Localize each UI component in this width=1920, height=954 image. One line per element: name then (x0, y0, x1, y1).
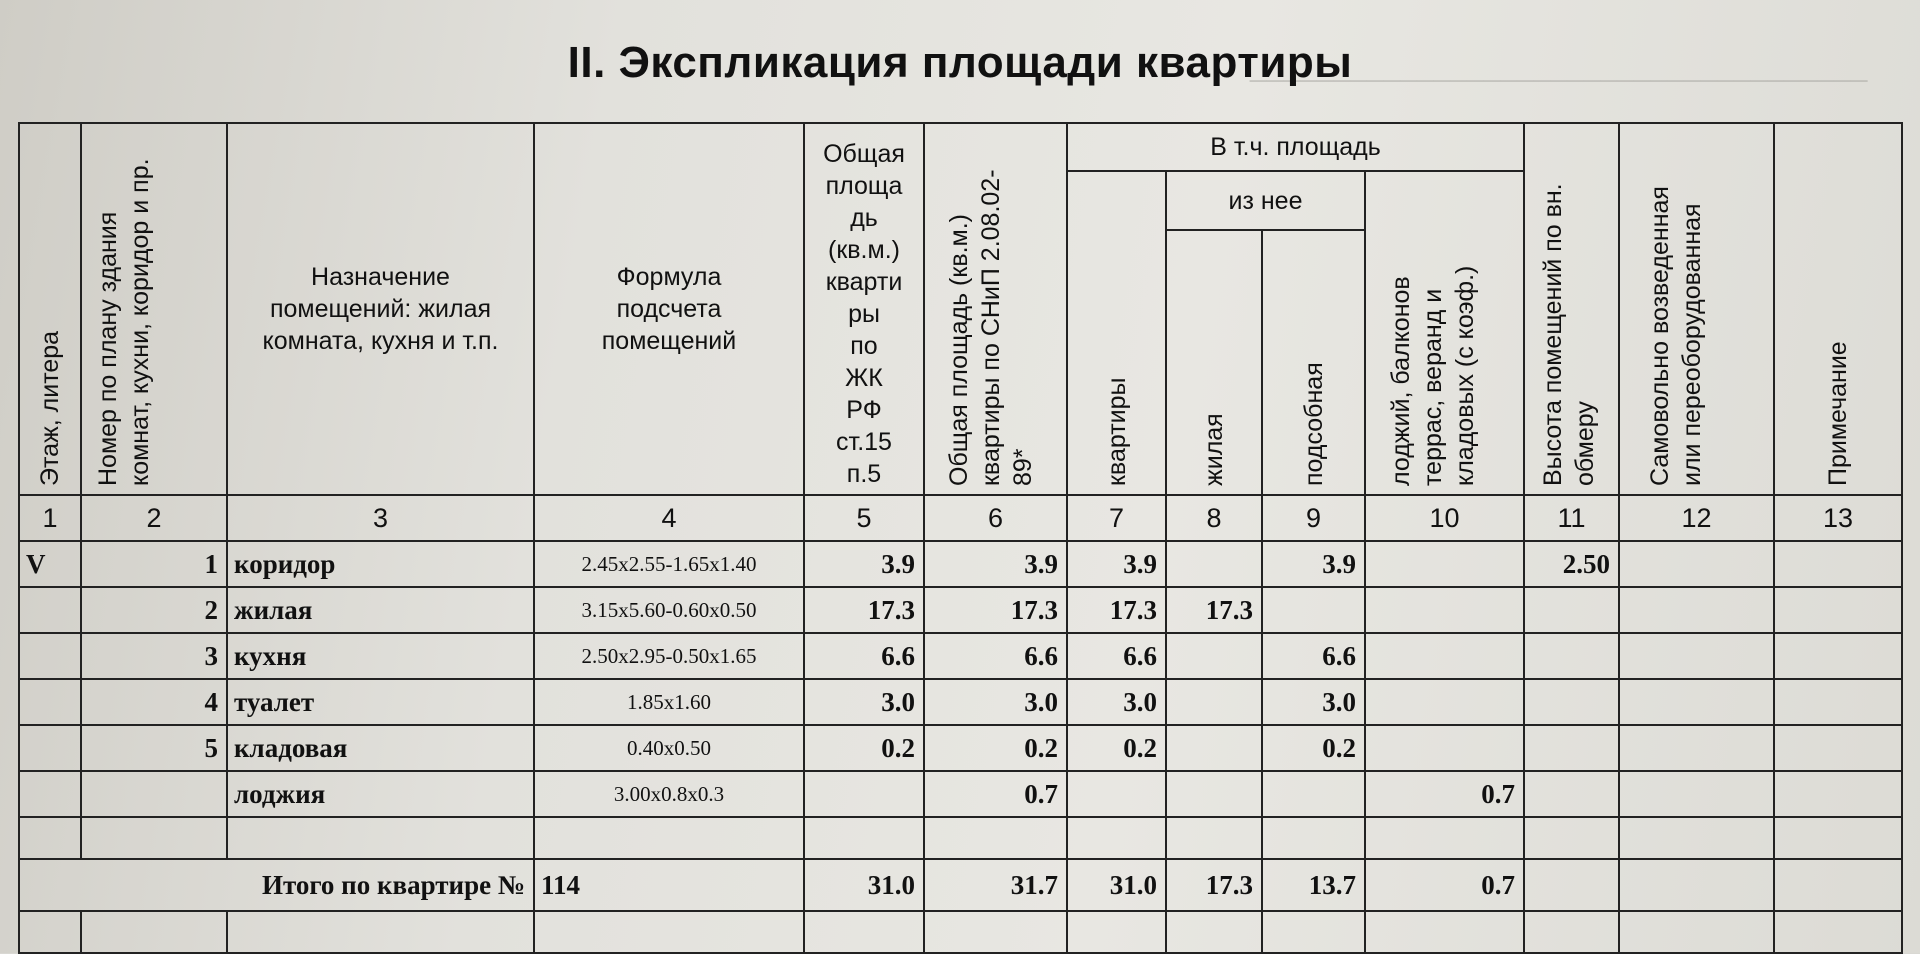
header-apartment-label: квартиры (1102, 377, 1131, 486)
cell-note (1774, 771, 1902, 817)
cell-living-area (1166, 771, 1262, 817)
empty-cell (804, 911, 924, 953)
apartment-number: 114 (534, 859, 804, 911)
cell-formula: 2.50x2.95-0.50x1.65 (534, 633, 804, 679)
header-room-number-label: Номер по плану здания комнат, кухни, коридор и пр. (93, 158, 154, 486)
cell-living-area: 17.3 (1166, 587, 1262, 633)
empty-cell (924, 817, 1067, 859)
totals-row (19, 859, 1902, 911)
cell-note (1774, 679, 1902, 725)
cell-formula: 0.40x0.50 (534, 725, 804, 771)
cell-height: 2.50 (1524, 541, 1619, 587)
header-loggia-label: лоджий, балконов террас, веранд и кладовых (с коэф.) (1386, 265, 1479, 486)
cell-room-name: жилая (227, 587, 534, 633)
cell-height (1524, 725, 1619, 771)
page-title: II. Экспликация площади квартиры (567, 38, 1353, 87)
cell-loggia-area (1365, 633, 1524, 679)
empty-cell (1262, 817, 1365, 859)
cell-auxiliary-area (1262, 587, 1365, 633)
totals-note (1774, 859, 1902, 911)
totals-height (1524, 859, 1619, 911)
column-number: 8 (1166, 495, 1262, 541)
header-of-which-label: из нее (1228, 186, 1303, 215)
empty-cell (227, 911, 534, 953)
header-living-label: жилая (1200, 413, 1228, 486)
header-living (1166, 230, 1262, 495)
empty-cell (1166, 911, 1262, 953)
cell-floor (19, 587, 81, 633)
empty-cell (1774, 817, 1902, 859)
cell-formula: 3.00x0.8x0.3 (534, 771, 804, 817)
cell-height (1524, 679, 1619, 725)
show-through-text: _____________________________________ (1250, 50, 1868, 83)
totals-label: Итого по квартире № (19, 859, 534, 911)
header-note (1774, 123, 1902, 495)
header-height-label: Высота помещений по вн. обмеру (1538, 183, 1599, 486)
cell-loggia-area (1365, 587, 1524, 633)
header-apartment (1067, 171, 1166, 495)
cell-note (1774, 725, 1902, 771)
cell-formula: 1.85x1.60 (534, 679, 804, 725)
cell-living-area (1166, 679, 1262, 725)
header-including-area (1067, 123, 1524, 171)
cell-unauthorized (1619, 633, 1774, 679)
cell-auxiliary-area: 0.2 (1262, 725, 1365, 771)
header-floor-label: Этаж, литера (36, 330, 64, 486)
empty-cell (19, 911, 81, 953)
empty-cell (1619, 817, 1774, 859)
header-total-area-snip-label: Общая площадь (кв.м.) квартиры по СНиП 2.08.02-89* (945, 169, 1037, 486)
cell-snip-area: 0.2 (924, 725, 1067, 771)
header-loggia (1365, 171, 1524, 495)
header-unauthorized (1619, 123, 1774, 495)
column-number: 7 (1067, 495, 1166, 541)
empty-cell (534, 817, 804, 859)
table-row (19, 679, 1902, 725)
cell-loggia-area (1365, 541, 1524, 587)
cell-unauthorized (1619, 541, 1774, 587)
column-number: 11 (1524, 495, 1619, 541)
empty-cell (534, 911, 804, 953)
cell-snip-area: 3.9 (924, 541, 1067, 587)
header-room-number (81, 123, 227, 495)
cell-total-area: 6.6 (804, 633, 924, 679)
empty-cell (1524, 911, 1619, 953)
cell-room-number: 5 (81, 725, 227, 771)
cell-snip-area: 0.7 (924, 771, 1067, 817)
column-number: 6 (924, 495, 1067, 541)
header-of-which (1166, 171, 1365, 230)
totals-apartment-area: 31.0 (1067, 859, 1166, 911)
empty-cell (1067, 817, 1166, 859)
cell-note (1774, 633, 1902, 679)
empty-cell (1166, 817, 1262, 859)
cell-snip-area: 17.3 (924, 587, 1067, 633)
table-row (19, 633, 1902, 679)
cell-note (1774, 541, 1902, 587)
cell-loggia-area: 0.7 (1365, 771, 1524, 817)
totals-auxiliary-area: 13.7 (1262, 859, 1365, 911)
column-number: 1 (19, 495, 81, 541)
cell-height (1524, 771, 1619, 817)
empty-cell (924, 911, 1067, 953)
cell-loggia-area (1365, 679, 1524, 725)
cell-snip-area: 3.0 (924, 679, 1067, 725)
empty-row (19, 817, 1902, 859)
cell-living-area (1166, 725, 1262, 771)
empty-row (19, 911, 1902, 953)
header-total-area-snip (924, 123, 1067, 495)
cell-room-number: 4 (81, 679, 227, 725)
cell-floor (19, 679, 81, 725)
header-purpose (227, 123, 534, 495)
cell-apartment-area: 3.0 (1067, 679, 1166, 725)
cell-total-area: 0.2 (804, 725, 924, 771)
cell-total-area: 17.3 (804, 587, 924, 633)
column-number: 13 (1774, 495, 1902, 541)
cell-unauthorized (1619, 679, 1774, 725)
header-purpose-label: Назначение помещений: жилая комната, кухня и т.п. (262, 263, 499, 355)
cell-apartment-area: 0.2 (1067, 725, 1166, 771)
header-formula (534, 123, 804, 495)
cell-room-number: 3 (81, 633, 227, 679)
empty-cell (1524, 817, 1619, 859)
empty-cell (1365, 911, 1524, 953)
table-row (19, 541, 1902, 587)
cell-room-number: 1 (81, 541, 227, 587)
cell-room-name: кухня (227, 633, 534, 679)
empty-cell (1067, 911, 1166, 953)
column-number: 3 (227, 495, 534, 541)
empty-cell (19, 817, 81, 859)
table-row (19, 771, 1902, 817)
empty-cell (1365, 817, 1524, 859)
cell-total-area: 3.9 (804, 541, 924, 587)
table-row (19, 725, 1902, 771)
header-auxiliary (1262, 230, 1365, 495)
column-number: 4 (534, 495, 804, 541)
cell-floor: V (19, 541, 81, 587)
empty-cell (804, 817, 924, 859)
cell-apartment-area: 3.9 (1067, 541, 1166, 587)
empty-cell (1262, 911, 1365, 953)
cell-unauthorized (1619, 587, 1774, 633)
cell-apartment-area (1067, 771, 1166, 817)
cell-total-area (804, 771, 924, 817)
totals-unauthorized (1619, 859, 1774, 911)
totals-total-area: 31.0 (804, 859, 924, 911)
cell-apartment-area: 6.6 (1067, 633, 1166, 679)
empty-cell (227, 817, 534, 859)
header-auxiliary-label: подсобная (1299, 362, 1328, 486)
cell-room-name: лоджия (227, 771, 534, 817)
cell-room-number (81, 771, 227, 817)
column-number: 9 (1262, 495, 1365, 541)
empty-cell (81, 911, 227, 953)
cell-auxiliary-area: 3.0 (1262, 679, 1365, 725)
cell-floor (19, 771, 81, 817)
cell-auxiliary-area (1262, 771, 1365, 817)
cell-loggia-area (1365, 725, 1524, 771)
header-note-label: Примечание (1824, 341, 1852, 486)
table-row (19, 587, 1902, 633)
cell-room-name: кладовая (227, 725, 534, 771)
column-number: 12 (1619, 495, 1774, 541)
cell-living-area (1166, 541, 1262, 587)
column-number: 2 (81, 495, 227, 541)
explication-table (18, 122, 1903, 954)
empty-cell (81, 817, 227, 859)
cell-apartment-area: 17.3 (1067, 587, 1166, 633)
header-height (1524, 123, 1619, 495)
cell-floor (19, 725, 81, 771)
cell-note (1774, 587, 1902, 633)
totals-loggia-area: 0.7 (1365, 859, 1524, 911)
totals-living-area: 17.3 (1166, 859, 1262, 911)
cell-room-number: 2 (81, 587, 227, 633)
cell-room-name: туалет (227, 679, 534, 725)
cell-floor (19, 633, 81, 679)
cell-height (1524, 587, 1619, 633)
cell-living-area (1166, 633, 1262, 679)
header-total-area (804, 123, 924, 495)
cell-formula: 2.45x2.55-1.65x1.40 (534, 541, 804, 587)
totals-snip-area: 31.7 (924, 859, 1067, 911)
column-numbers-row (19, 495, 1902, 541)
cell-total-area: 3.0 (804, 679, 924, 725)
cell-unauthorized (1619, 771, 1774, 817)
cell-snip-area: 6.6 (924, 633, 1067, 679)
empty-cell (1619, 911, 1774, 953)
column-number: 10 (1365, 495, 1524, 541)
cell-unauthorized (1619, 725, 1774, 771)
header-including-area-label: В т.ч. площадь (1210, 133, 1381, 161)
cell-formula: 3.15x5.60-0.60x0.50 (534, 587, 804, 633)
header-unauthorized-label: Самовольно возведенная или переоборудованная (1646, 186, 1706, 486)
header-formula-label: Формула подсчета помещений (601, 263, 737, 355)
column-number: 5 (804, 495, 924, 541)
empty-cell (1774, 911, 1902, 953)
show-through-text: _________________________________ (1240, 92, 1791, 125)
cell-room-name: коридор (227, 541, 534, 587)
header-row-1 (19, 123, 1902, 171)
header-floor (19, 123, 81, 495)
header-total-area-label: Общая площа дь (кв.м.) кварти ры по ЖК РФ ст.15 п.5 (823, 140, 905, 488)
cell-auxiliary-area: 3.9 (1262, 541, 1365, 587)
cell-auxiliary-area: 6.6 (1262, 633, 1365, 679)
cell-height (1524, 633, 1619, 679)
